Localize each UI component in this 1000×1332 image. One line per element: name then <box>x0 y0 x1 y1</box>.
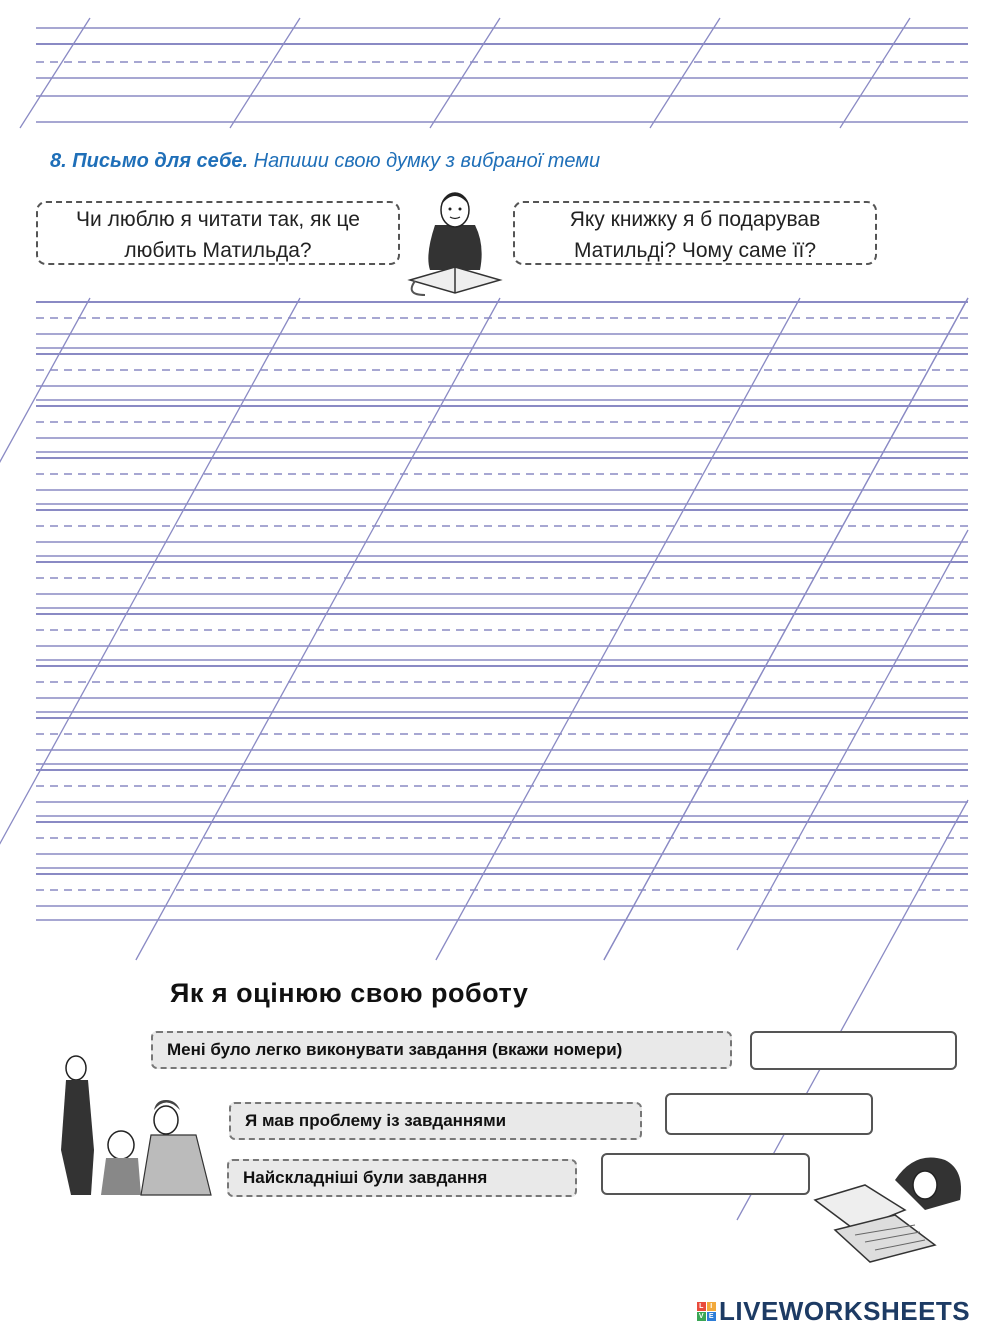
girl-lying-with-books-illustration <box>795 1140 975 1265</box>
slant-guide-line <box>430 18 500 128</box>
slant-guide-line <box>604 298 968 960</box>
logo-letter: V <box>698 1312 705 1320</box>
slant-guide-line <box>136 298 500 960</box>
answer-box-hardest-tasks[interactable] <box>601 1153 810 1195</box>
prompt-bubble-matilda-reading <box>36 201 400 265</box>
slant-guide-line <box>20 18 90 128</box>
logo-letter: L <box>697 1302 706 1311</box>
slant-guide-line <box>0 298 300 960</box>
prompt-text-line: любить Матильда? <box>124 239 312 262</box>
self-assessment-title: Як я оцінюю свою роботу <box>170 978 529 1008</box>
task-heading <box>50 150 600 173</box>
eval-label-hardest-tasks: Найскладніші були завдання <box>227 1159 577 1197</box>
slant-guide-line <box>604 298 968 960</box>
task-number: 8. Письмо для себе. <box>50 150 249 172</box>
girl-reading-illustration <box>405 185 505 297</box>
task-instruction: Напиши свою думку з вибраної теми <box>253 150 601 172</box>
answer-box-problem-tasks[interactable] <box>665 1093 873 1135</box>
logo-letter: E <box>708 1312 715 1320</box>
slant-guide-line <box>230 18 300 128</box>
eval-label-problem-tasks: Я мав проблему із завданнями <box>229 1102 642 1140</box>
slant-guide-line <box>0 298 90 960</box>
liveworksheets-brand <box>697 1296 970 1326</box>
brand-text: LIVEWORKSHEETS <box>719 1295 971 1326</box>
answer-box-easy-tasks[interactable] <box>750 1031 957 1070</box>
prompt-bubble-gift-book <box>513 201 877 265</box>
prompt-text-line: Яку книжку я б подарував <box>569 208 821 231</box>
slant-guide-line <box>737 530 968 950</box>
slant-guide-line <box>436 298 800 960</box>
prompt-text-line: Чи люблю я читати так, як це <box>76 208 360 231</box>
logo-letter: I <box>707 1302 716 1311</box>
family-illustration <box>46 1050 224 1200</box>
prompt-text-line: Матильді? Чому саме її? <box>573 239 817 262</box>
liveworksheets-logo-icon <box>697 1302 716 1321</box>
eval-label-easy-tasks: Мені було легко виконувати завдання (вкажи номери) <box>151 1031 732 1069</box>
slant-guide-line <box>650 18 720 128</box>
slant-guide-line <box>840 18 910 128</box>
